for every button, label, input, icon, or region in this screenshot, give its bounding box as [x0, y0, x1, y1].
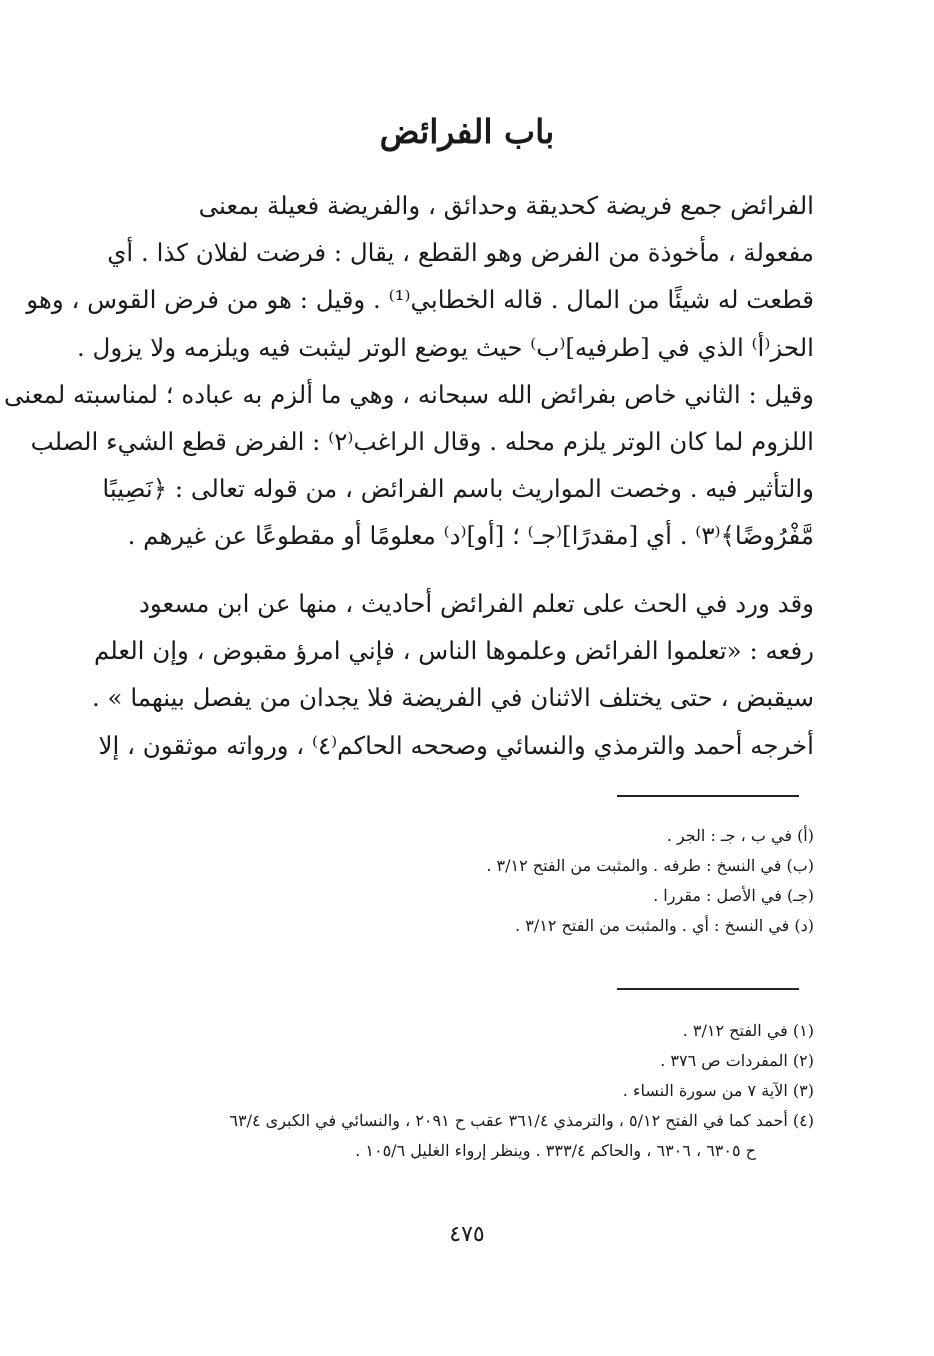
- variant-footnotes: [120, 821, 814, 941]
- footnote-divider: [617, 795, 799, 797]
- text-line: قطعت له شيئًا من المال . قاله الخطابي⁽¹⁾ . وقيل : هو من فرض القوس ، وهو: [26, 285, 814, 315]
- text-line: وقيل : الثاني خاص بفرائض الله سبحانه ، وهي ما ألزم به عباده ؛ لمناسبته لمعنى: [4, 379, 814, 409]
- text-line: اللزوم لما كان الوتر يلزم محله . وقال الراغب⁽٢⁾ : الفرض قطع الشيء الصلب: [30, 427, 814, 457]
- footnote-item: (٣) الآية ٧ من سورة النساء .: [622, 1081, 814, 1100]
- footnote-item: (٢) المفردات ص ٣٧٦ .: [660, 1051, 814, 1070]
- text-line: رفعه : «تعلموا الفرائض وعلموها الناس ، فإني امرؤ مقبوض ، وإن العلم: [93, 636, 814, 666]
- text-line: مَّفْرُوضًا﴾⁽٣⁾ . أي [مقدرًا]⁽جـ⁾ ؛ [أو]⁽د⁾ معلومًا أو مقطوعًا عن غيرهم .: [127, 521, 814, 551]
- footnote-item: (أ) في ب ، جـ : الجر .: [666, 826, 814, 845]
- text-line: سيقبض ، حتى يختلف الاثنان في الفريضة فلا يجدان من يفصل بينهما » .: [91, 683, 814, 713]
- page-number: ٤٧٥: [449, 1222, 485, 1247]
- footnote-item: (د) في النسخ : أي . والمثبت من الفتح ٣/١٢ .: [515, 916, 814, 935]
- footnote-divider: [617, 988, 799, 990]
- text-line: الحز⁽أ⁾ الذي في [طرفيه]⁽ب⁾ حيث يوضع الوتر ليثبت فيه ويلزمه ولا يزول .: [76, 332, 814, 362]
- text-line: الفرائض جمع فريضة كحديقة وحدائق ، والفريضة فعيلة بمعنى: [198, 191, 814, 220]
- text-line: والتأثير فيه . وخصت المواريث باسم الفرائض ، من قوله تعالى : ﴿نَصِيبًا: [102, 474, 814, 504]
- footnote-item: (٤) أحمد كما في الفتح ٥/١٢ ، والترمذي ٣٦١/٤ عقب ح ٢٠٩١ ، والنسائي في الكبرى ٦٣/٤: [229, 1111, 814, 1130]
- footnote-continuation: ح ٦٣٠٥ ، ٦٣٠٦ ، والحاكم ٣٣٣/٤ . وينظر إرواء الغليل ١٠٥/٦ .: [355, 1141, 756, 1160]
- paragraph-definition: [4, 182, 814, 560]
- text-line: وقد ورد في الحث على تعلم الفرائض أحاديث ، منها عن ابن مسعود: [138, 589, 814, 618]
- footnote-item: (ب) في النسخ : طرفه . والمثبت من الفتح ٣/١٢ .: [486, 856, 814, 875]
- chapter-title: باب الفرائض: [379, 112, 555, 151]
- footnote-item: (جـ) في الأصل : مقررا .: [653, 886, 814, 905]
- text-line: مفعولة ، مأخوذة من الفرض وهو القطع ، يقال : فرضت لفلان كذا . أي: [107, 238, 814, 268]
- text-line: أخرجه أحمد والترمذي والنسائي وصححه الحاكم⁽٤⁾ ، ورواته موثقون ، إلا: [98, 730, 814, 760]
- source-footnotes: [120, 1016, 814, 1166]
- paragraph-hadith: [91, 580, 814, 769]
- footnote-item: (١) في الفتح ٣/١٢ .: [682, 1021, 814, 1040]
